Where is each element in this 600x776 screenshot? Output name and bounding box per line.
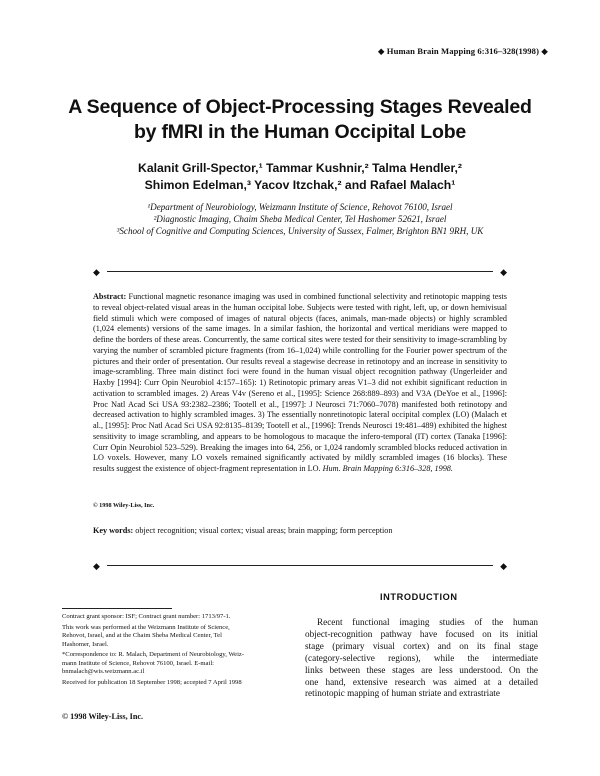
keywords: [93, 525, 507, 536]
diamond-icon: ◆: [93, 561, 100, 571]
intro-line: (category-selective regions), while the intermediate: [305, 652, 538, 663]
footnote-line: Hashomer, Israel.: [62, 640, 109, 648]
bottom-divider-rule: [93, 560, 507, 572]
footnote-line: *Correspondence to: R. Malach, Department of Neurobiology, Weiz-: [62, 651, 245, 658]
intro-line: retinotopic mapping of human striate and extrastriate: [305, 688, 500, 699]
footnote-line: Rehovot, Israel, and at the Chaim Sheba Medical Center, Tel: [62, 632, 222, 639]
author-list: [0, 160, 600, 194]
abstract-copyright: © 1998 Wiley-Liss, Inc.: [93, 502, 155, 509]
keywords-text: object recognition; visual cortex; visual areas; brain mapping; form perception: [135, 526, 393, 535]
affiliation-1: ¹Department of Neurobiology, Weizmann Institute of Science, Rehovot 76100, Israel: [147, 202, 453, 212]
abstract-text: Functional magnetic resonance imaging was used in combined functional selectivity and retinotopic mapping tests to reveal object-related visual areas in the human occipital lobe. Subjects were tested with right, left, up, or down hemivisual field stimuli which were composed of images of natural objects (faces, animals, man-made objects) or highly scrambled (1,024 elements) versions of the same images. In a similar fashion, the horizontal and vertical meridians were mapped to define the borders of these areas. Concurrently, the same cortical sites were tested for their sensitivity to image-scrambling by varying the number of scrambled picture fragments (from 16–1,024) while controlling for the Fourier power spectrum of the pictures and their order of presentation. Our results reveal a stagewise decrease in retinotopy and an increase in sensitivity to image-scrambling. Three main distinct foci were found in the human visual object recognition pathway (Ungerleider and Haxby [1994]: Curr Opin Neurobiol 4:157–165): 1) Retinotopic primary areas V1–3 did not exhibit significant reduction in activation to scrambled images. 2) Areas V4v (Sereno et al., [1995]: Science 268:889–893) and V3A (DeYoe et al., [1996]: Proc Natl Acad Sci USA 93:2382–2386; Tootell et al., [1997]: J Neurosci 71:7060–7078) manifested both retinotopy and decreased activation to highly scrambled images. 3) The essentially nonretinotopic lateral occipital complex (LO) (Malach et al., [1995]: Proc Natl Acad Sci USA 92:8135–8139; Tootell et al., [1996]: Trends Neurosci 19:481–489) exhibited the highest sensitivity to image scrambling, and appears to be homologous to macaque the infero-temporal (IT) cortex (Tanaka [1996]: Curr Opin Neurobiol 523–529). Breaking the images into 64, 256, or 1,024 randomly scrambled blocks reduced activation in LO voxels. However, many LO voxels remained significantly activated by mildly scrambled images (16 blocks). These results suggest the existence of object-fragment representation in LO.: [93, 292, 507, 473]
footnote-rule: [62, 608, 172, 609]
footnote-received: [62, 679, 286, 688]
title-line-1: A Sequence of Object-Processing Stages Revealed: [68, 96, 532, 118]
diamond-icon: ◆: [500, 267, 507, 277]
abstract-citation: Hum. Brain Mapping 6:316–328, 1998.: [322, 464, 453, 473]
intro-line: one hand, extensive research was aimed at a detailed: [305, 676, 538, 687]
footnote-email[interactable]: bnmalach@wis.weizmann.ac.il: [62, 668, 145, 675]
footnote-correspondence: [62, 651, 286, 677]
keywords-label: Key words:: [93, 526, 134, 535]
section-heading-introduction: INTRODUCTION: [380, 592, 458, 602]
affiliation-3: ³School of Cognitive and Computing Sciences, University of Sussex, Falmer, Brighton BN1 9RH, UK: [116, 226, 484, 236]
footnote-grant: [62, 613, 286, 622]
affiliation-2: ²Diagnostic Imaging, Chaim Sheba Medical Center, Tel Hashomer 52621, Israel: [153, 214, 447, 224]
divider-line: [107, 271, 493, 272]
page-copyright: © 1998 Wiley-Liss, Inc.: [62, 712, 144, 721]
intro-line: Recent functional imaging studies of the human: [317, 617, 538, 627]
top-divider-rule: [93, 266, 507, 278]
running-head: ◆ Human Brain Mapping 6:316–328(1998) ◆: [377, 46, 548, 56]
article-title: [0, 95, 600, 145]
diamond-icon: ◆: [500, 561, 507, 571]
divider-line: [107, 565, 493, 566]
author-line-2: Shimon Edelman,³ Yacov Itzchak,² and Rafael Malach¹: [144, 178, 456, 192]
footnote-line: Received for publication 18 September 1998; accepted 7 April 1998: [62, 678, 242, 686]
affiliations: [0, 201, 600, 237]
abstract: [93, 292, 507, 475]
footnote-line: mann Institute of Science, Rehovot 76100, Israel. E-mail:: [62, 659, 214, 667]
author-line-1: Kalanit Grill-Spector,¹ Tammar Kushnir,² Talma Hendler,²: [138, 161, 462, 175]
footnote-line: Contract grant sponsor: ISF; Contract grant number: 1713/97-1.: [62, 613, 231, 620]
diamond-icon: ◆: [93, 267, 100, 277]
footnote-line: This work was performed at the Weizmann Institute of Science,: [62, 623, 230, 631]
footnotes: [62, 613, 286, 689]
abstract-label: Abstract:: [93, 292, 127, 301]
footnote-location: [62, 624, 286, 650]
title-line-2: by fMRI in the Human Occipital Lobe: [133, 121, 467, 143]
intro-line: stage (primary visual cortex) and on its final stage: [305, 640, 538, 651]
intro-line: object-recognition pathway have focused on its initial: [305, 628, 538, 639]
introduction-text: [305, 617, 538, 700]
intro-line: links between these stages are less understood. On the: [305, 664, 538, 675]
